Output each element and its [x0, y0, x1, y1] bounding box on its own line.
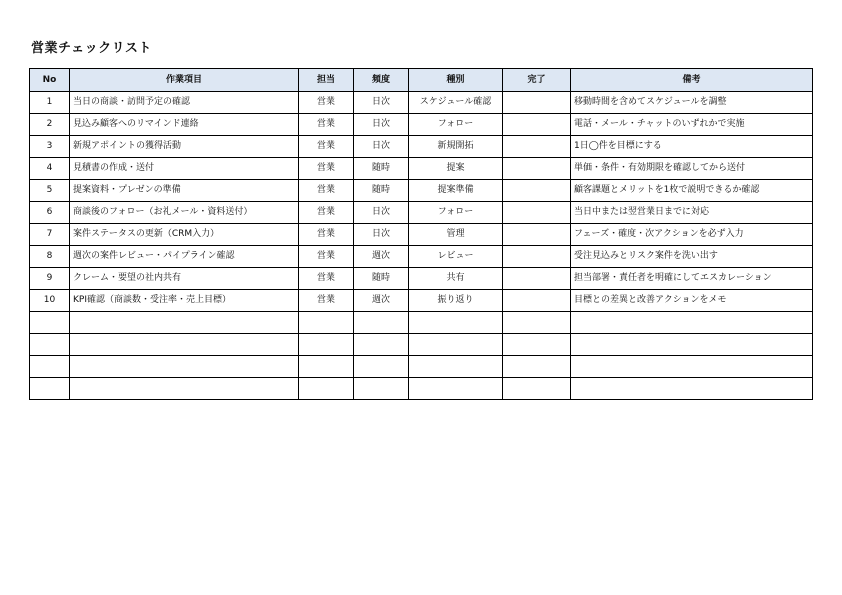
cell-type: 新規開拓: [409, 136, 503, 158]
header-task: 作業項目: [70, 69, 299, 92]
empty-cell[interactable]: [30, 356, 70, 378]
table-row: [30, 224, 813, 246]
empty-cell[interactable]: [503, 312, 571, 334]
cell-note: 顧客課題とメリットを1枚で説明できるか確認: [571, 180, 813, 202]
header-no: No: [30, 69, 70, 92]
cell-note: 1日◯件を目標にする: [571, 136, 813, 158]
empty-cell[interactable]: [354, 378, 409, 400]
cell-frequency: 日次: [354, 136, 409, 158]
table-row: [30, 114, 813, 136]
cell-note: 受注見込みとリスク案件を洗い出す: [571, 246, 813, 268]
cell-no: 1: [30, 92, 70, 114]
cell-note: 目標との差異と改善アクションをメモ: [571, 290, 813, 312]
cell-done[interactable]: [503, 224, 571, 246]
cell-done[interactable]: [503, 290, 571, 312]
empty-cell[interactable]: [70, 334, 299, 356]
cell-note: 当日中または翌営業日までに対応: [571, 202, 813, 224]
cell-type: 共有: [409, 268, 503, 290]
cell-frequency: 週次: [354, 246, 409, 268]
empty-cell[interactable]: [299, 334, 354, 356]
sales-checklist-table: [29, 68, 813, 400]
empty-table-row: [30, 356, 813, 378]
cell-owner: 営業: [299, 202, 354, 224]
cell-task: 週次の案件レビュー・パイプライン確認: [70, 246, 299, 268]
empty-cell[interactable]: [503, 356, 571, 378]
cell-owner: 営業: [299, 92, 354, 114]
cell-no: 7: [30, 224, 70, 246]
empty-cell[interactable]: [409, 356, 503, 378]
cell-no: 6: [30, 202, 70, 224]
empty-cell[interactable]: [409, 334, 503, 356]
empty-table-row: [30, 312, 813, 334]
cell-done[interactable]: [503, 180, 571, 202]
page-title: 営業チェックリスト: [31, 41, 152, 56]
cell-type: 振り返り: [409, 290, 503, 312]
header-note: 備考: [571, 69, 813, 92]
header-done: 完了: [503, 69, 571, 92]
cell-no: 4: [30, 158, 70, 180]
empty-cell[interactable]: [354, 312, 409, 334]
cell-owner: 営業: [299, 180, 354, 202]
cell-task: 提案資料・プレゼンの準備: [70, 180, 299, 202]
cell-frequency: 随時: [354, 180, 409, 202]
cell-frequency: 週次: [354, 290, 409, 312]
header-owner: 担当: [299, 69, 354, 92]
empty-cell[interactable]: [299, 356, 354, 378]
empty-cell[interactable]: [354, 356, 409, 378]
empty-cell[interactable]: [409, 312, 503, 334]
cell-task: 新規アポイントの獲得活動: [70, 136, 299, 158]
cell-task: KPI確認（商談数・受注率・売上目標）: [70, 290, 299, 312]
cell-note: 電話・メール・チャットのいずれかで実施: [571, 114, 813, 136]
empty-cell[interactable]: [503, 334, 571, 356]
cell-done[interactable]: [503, 136, 571, 158]
cell-done[interactable]: [503, 114, 571, 136]
empty-cell[interactable]: [30, 378, 70, 400]
cell-done[interactable]: [503, 268, 571, 290]
cell-type: フォロー: [409, 202, 503, 224]
cell-no: 10: [30, 290, 70, 312]
cell-no: 9: [30, 268, 70, 290]
table-row: [30, 136, 813, 158]
cell-no: 3: [30, 136, 70, 158]
cell-frequency: 随時: [354, 158, 409, 180]
cell-frequency: 日次: [354, 202, 409, 224]
cell-no: 5: [30, 180, 70, 202]
empty-cell[interactable]: [409, 378, 503, 400]
cell-owner: 営業: [299, 158, 354, 180]
cell-type: 管理: [409, 224, 503, 246]
empty-cell[interactable]: [571, 356, 813, 378]
cell-frequency: 日次: [354, 114, 409, 136]
empty-cell[interactable]: [70, 356, 299, 378]
header-frequency: 頻度: [354, 69, 409, 92]
cell-task: 案件ステータスの更新（CRM入力）: [70, 224, 299, 246]
cell-note: 移動時間を含めてスケジュールを調整: [571, 92, 813, 114]
cell-task: 見積書の作成・送付: [70, 158, 299, 180]
empty-cell[interactable]: [30, 334, 70, 356]
cell-done[interactable]: [503, 202, 571, 224]
empty-cell[interactable]: [70, 378, 299, 400]
empty-table-row: [30, 378, 813, 400]
table-row: [30, 180, 813, 202]
cell-done[interactable]: [503, 246, 571, 268]
cell-owner: 営業: [299, 114, 354, 136]
cell-task: 商談後のフォロー（お礼メール・資料送付）: [70, 202, 299, 224]
empty-cell[interactable]: [571, 312, 813, 334]
cell-owner: 営業: [299, 136, 354, 158]
cell-type: 提案: [409, 158, 503, 180]
empty-cell[interactable]: [354, 334, 409, 356]
cell-owner: 営業: [299, 290, 354, 312]
cell-note: 担当部署・責任者を明確にしてエスカレーション: [571, 268, 813, 290]
cell-done[interactable]: [503, 158, 571, 180]
empty-cell[interactable]: [571, 378, 813, 400]
cell-type: レビュー: [409, 246, 503, 268]
table-row: [30, 268, 813, 290]
cell-no: 8: [30, 246, 70, 268]
cell-frequency: 日次: [354, 92, 409, 114]
table-row: [30, 202, 813, 224]
empty-cell[interactable]: [571, 334, 813, 356]
cell-task: クレーム・要望の社内共有: [70, 268, 299, 290]
header-type: 種別: [409, 69, 503, 92]
cell-note: 単価・条件・有効期限を確認してから送付: [571, 158, 813, 180]
cell-task: 当日の商談・訪問予定の確認: [70, 92, 299, 114]
table-header-row: [30, 69, 813, 92]
table-row: [30, 246, 813, 268]
cell-task: 見込み顧客へのリマインド連絡: [70, 114, 299, 136]
cell-owner: 営業: [299, 246, 354, 268]
cell-type: フォロー: [409, 114, 503, 136]
cell-owner: 営業: [299, 268, 354, 290]
cell-done[interactable]: [503, 92, 571, 114]
cell-type: 提案準備: [409, 180, 503, 202]
empty-cell[interactable]: [503, 378, 571, 400]
empty-cell[interactable]: [299, 312, 354, 334]
empty-cell[interactable]: [70, 312, 299, 334]
cell-no: 2: [30, 114, 70, 136]
table-row: [30, 92, 813, 114]
empty-cell[interactable]: [30, 312, 70, 334]
cell-frequency: 日次: [354, 224, 409, 246]
cell-owner: 営業: [299, 224, 354, 246]
cell-type: スケジュール確認: [409, 92, 503, 114]
cell-frequency: 随時: [354, 268, 409, 290]
empty-cell[interactable]: [299, 378, 354, 400]
table-row: [30, 158, 813, 180]
empty-table-row: [30, 334, 813, 356]
table-row: [30, 290, 813, 312]
cell-note: フェーズ・確度・次アクションを必ず入力: [571, 224, 813, 246]
